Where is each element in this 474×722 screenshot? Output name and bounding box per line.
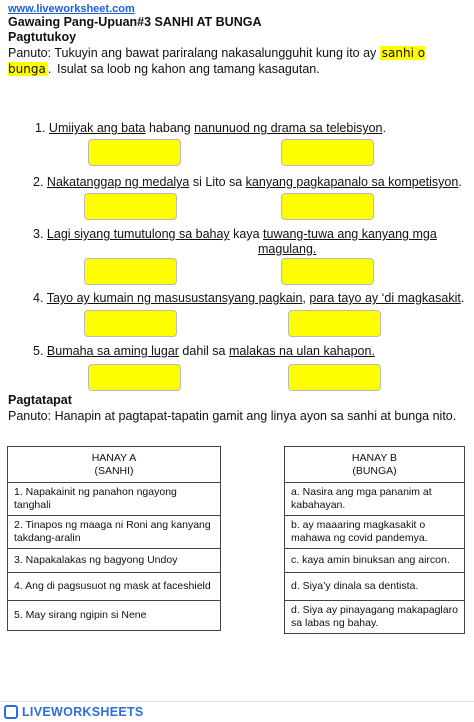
item-3-line-2 — [258, 242, 316, 257]
hanay-b-subtitle: (BUNGA) — [352, 464, 397, 477]
worksheet-title: Gawaing Pang-Upuan#3 SANHI AT BUNGA — [8, 15, 262, 29]
answer-box-1b[interactable] — [281, 139, 374, 166]
hanay-b-row[interactable]: c. kaya amin binuksan ang aircon. — [285, 549, 465, 573]
hanay-a-header — [8, 447, 221, 483]
item-phrase-a: Tayo ay kumain ng masusustansyang pagkain — [46, 291, 303, 305]
instruction-prefix: Panuto: Tukuyin ang bawat pariralang nakasalungguhit kung ito ay — [8, 46, 377, 60]
hanay-b-row[interactable]: d. Siya ay pinayagang makapaglaro sa labas ng bahay. — [285, 601, 465, 634]
answer-box-2a[interactable] — [84, 193, 177, 220]
footer-bar — [0, 701, 474, 722]
item-phrase-a: Lagi siyang tumutulong sa bahay — [46, 227, 230, 241]
hanay-a-title: HANAY A — [91, 451, 137, 464]
hanay-a-subtitle: (SANHI) — [94, 464, 134, 477]
item-phrase-b: tuwang-tuwa ang kanyang mga — [263, 227, 437, 241]
liveworksheets-logo-icon — [4, 705, 18, 719]
instruction-line-2: Isulat sa loob ng kahon ang tamang kasagutan. — [57, 62, 320, 76]
answer-box-3a[interactable] — [84, 258, 177, 285]
item-number: 4. — [33, 291, 44, 305]
item-phrase-b: nanunuod ng drama sa telebisyon — [194, 121, 383, 135]
hanay-b-row[interactable]: a. Nasira ang mga pananim at kabahayan. — [285, 483, 465, 516]
matching-instruction: Panuto: Hanapin at pagtapat-tapatin gamit ang linya ayon sa sanhi at bunga nito. — [8, 409, 457, 423]
instruction-suffix: . — [47, 62, 52, 76]
hanay-b-table — [284, 446, 465, 634]
hanay-a-table — [7, 446, 221, 631]
item-phrase-a: Nakatanggap ng medalya — [46, 175, 190, 189]
item-connector: dahil sa — [178, 344, 229, 358]
item-connector: si Lito sa — [189, 175, 246, 189]
hanay-a-row[interactable]: 2. Tinapos ng maaga ni Roni ang kanyang takdang-aralin — [8, 516, 221, 549]
section-title-pagtatapat: Pagtatapat — [8, 393, 72, 407]
item-number: 3. — [33, 227, 44, 241]
item-number: 2. — [33, 175, 44, 189]
answer-box-4a[interactable] — [84, 310, 177, 337]
answer-box-2b[interactable] — [281, 193, 374, 220]
item-phrase-a: Umiiyak ang bata — [48, 121, 146, 135]
answer-box-5b[interactable] — [288, 364, 381, 391]
item-end: . — [458, 175, 462, 189]
item-connector: , — [302, 291, 310, 305]
item-number: 1. — [35, 121, 46, 135]
hanay-b-row[interactable]: b. ay maaaring magkasakit o mahawa ng covid pandemya. — [285, 516, 465, 549]
item-phrase-b: malakas na ulan kahapon. — [228, 344, 375, 358]
item-connector: kaya — [229, 227, 264, 241]
item-4 — [33, 291, 464, 306]
answer-box-5a[interactable] — [88, 364, 181, 391]
hanay-a-row[interactable]: 3. Napakalakas ng bagyong Undoy — [8, 549, 221, 573]
hanay-b-header — [285, 447, 465, 483]
item-1 — [35, 121, 386, 136]
hanay-a-row[interactable]: 5. May sirang ngipin si Nene — [8, 601, 221, 631]
item-5 — [33, 344, 375, 359]
item-number: 5. — [33, 344, 44, 358]
liveworksheets-logo-text[interactable]: LIVEWORKSHEETS — [22, 705, 144, 719]
item-3 — [33, 227, 437, 242]
item-end: . — [382, 121, 386, 135]
hanay-b-row[interactable]: d. Siya’y dinala sa dentista. — [285, 573, 465, 601]
item-phrase-b-cont: magulang. — [258, 242, 317, 256]
hanay-a-row[interactable]: 4. Ang di pagsusuot ng mask at faceshield — [8, 573, 221, 601]
item-phrase-b: para tayo ay ‘di magkasakit — [309, 291, 461, 305]
item-end: . — [460, 291, 465, 305]
section-title-pagtutukoy: Pagtutukoy — [8, 30, 77, 44]
hanay-a-row[interactable]: 1. Napakainit ng panahon ngayong tanghali — [8, 483, 221, 516]
answer-box-4b[interactable] — [288, 310, 381, 337]
instruction-highlight: sanhi o bunga — [8, 46, 426, 76]
item-connector: habang — [145, 121, 195, 135]
hanay-b-title: HANAY B — [351, 451, 398, 464]
item-2 — [33, 175, 462, 190]
item-phrase-b: kanyang pagkapanalo sa kompetisyon — [245, 175, 459, 189]
source-url[interactable]: www.liveworksheet.com — [8, 3, 135, 15]
answer-box-3b[interactable] — [281, 258, 374, 285]
item-phrase-a: Bumaha sa aming lugar — [46, 344, 179, 358]
answer-box-1a[interactable] — [88, 139, 181, 166]
